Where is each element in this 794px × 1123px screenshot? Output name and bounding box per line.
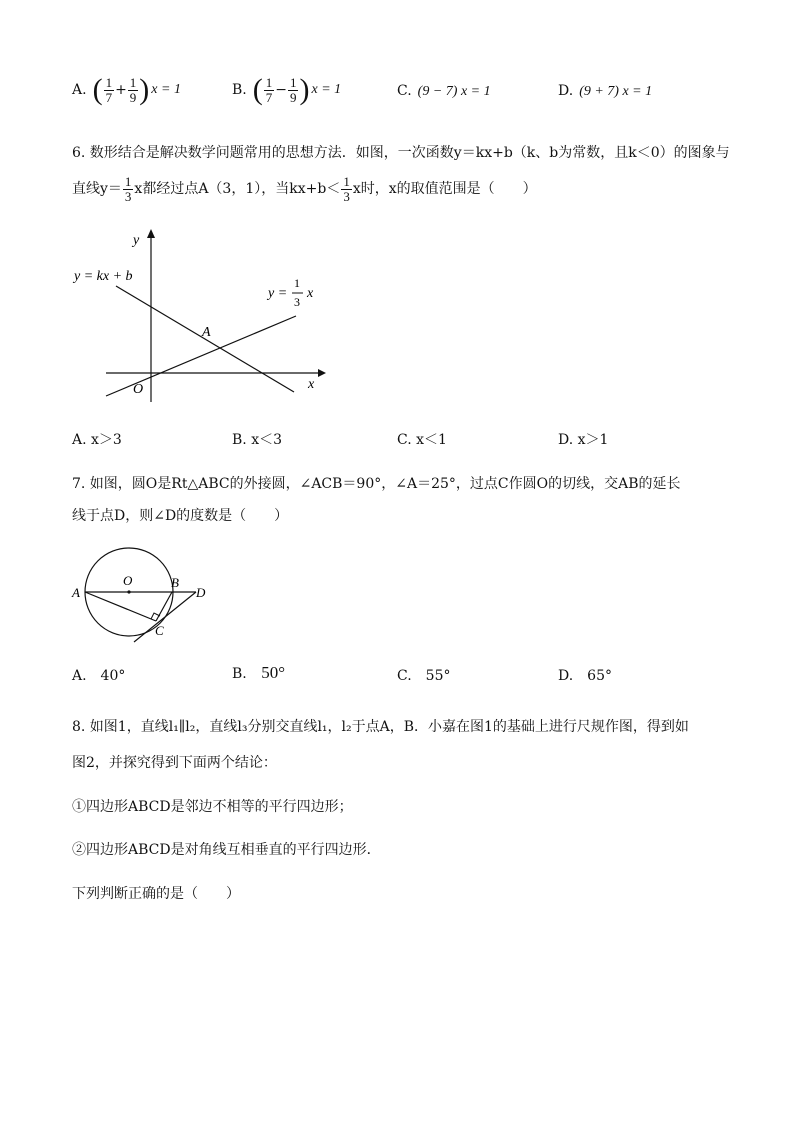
line-one-third-label-var: x xyxy=(307,286,314,301)
q7-option-a: A. 40° xyxy=(72,668,126,684)
q6-stem-line2: 直线y＝ $\frac{1}{3}$ x都经过点A（3，1），当kx+b＜ $\frac{1}{3}$ x时，x的取值范围是（ ） xyxy=(72,173,537,204)
q5-option-a: A. ( $\frac{1}{7}$ + $\frac{1}{9}$ ) x = 1 xyxy=(72,73,181,106)
label-b: B xyxy=(171,575,179,590)
q8-conclusion-1: ①四边形ABCD是邻边不相等的平行四边形； xyxy=(72,799,353,815)
x-axis-label: x xyxy=(308,377,315,392)
q8-stem-line1: 8. 如图1，直线l₁∥l₂，直线l₃分别交直线l₁，l₂于点A，B．小嘉在图1的基础上进行尺规作图，得到如 xyxy=(72,719,689,735)
line-one-third-label-pre: y = xyxy=(268,286,288,301)
q5-option-a-label: A. xyxy=(72,82,87,98)
point-a-label: A xyxy=(202,325,211,340)
q5-option-c: C. (9 − 7) x = 1 xyxy=(397,83,491,99)
q5-option-d: D. (9 + 7) x = 1 xyxy=(558,83,653,99)
q6-graph xyxy=(60,222,340,412)
q6-option-c: C. x＜1 xyxy=(397,432,447,448)
label-a: A xyxy=(72,585,80,600)
line-one-third-label-num: 1 xyxy=(294,276,300,290)
q8-stem-line2: 图2，并探究得到下面两个结论： xyxy=(72,755,277,771)
tangent-line xyxy=(134,592,196,642)
q5-option-b-label: B. xyxy=(232,82,247,98)
q7-option-d: D. 65° xyxy=(558,668,612,684)
origin-label: O xyxy=(133,382,144,397)
line-one-third-label-den: 3 xyxy=(294,295,300,309)
q6-option-d: D. x＞1 xyxy=(558,432,609,448)
y-axis-label: y xyxy=(133,233,140,248)
q7-stem-line1: 7. 如图，圆O是Rt△ABC的外接圆，∠ACB＝90°，∠A＝25°，过点C作圆O的切线，交AB的延长 xyxy=(72,476,681,492)
segment-b-c xyxy=(156,592,172,621)
q7-option-b: B. 50° xyxy=(232,663,286,682)
segment-a-c xyxy=(85,592,156,621)
q5-option-b: B. ( $\frac{1}{7}$ − $\frac{1}{9}$ ) x = 1 xyxy=(232,73,342,106)
q7-figure xyxy=(66,540,216,648)
label-d: D xyxy=(196,585,206,600)
q6-stem-line1: 6. 数形结合是解决数学问题常用的思想方法．如图，一次函数y＝kx+b（k、b为常数，且k＜0）的图象与 xyxy=(72,145,730,161)
q7-stem-line2: 线于点D，则∠D的度数是（ ） xyxy=(72,508,289,524)
q6-option-b: B. x＜3 xyxy=(232,432,282,448)
label-c: C xyxy=(155,623,164,638)
line-kx-plus-b-label: y = kx + b xyxy=(74,269,133,284)
x-axis-arrow xyxy=(318,369,326,377)
center-dot xyxy=(127,590,130,593)
q8-question: 下列判断正确的是（ ） xyxy=(72,886,240,902)
y-axis-arrow xyxy=(147,229,155,238)
q7-option-c: C. 55° xyxy=(397,668,451,684)
q6-option-a: A. x＞3 xyxy=(72,432,122,448)
q8-conclusion-2: ②四边形ABCD是对角线互相垂直的平行四边形． xyxy=(72,842,381,858)
label-o: O xyxy=(123,573,133,588)
